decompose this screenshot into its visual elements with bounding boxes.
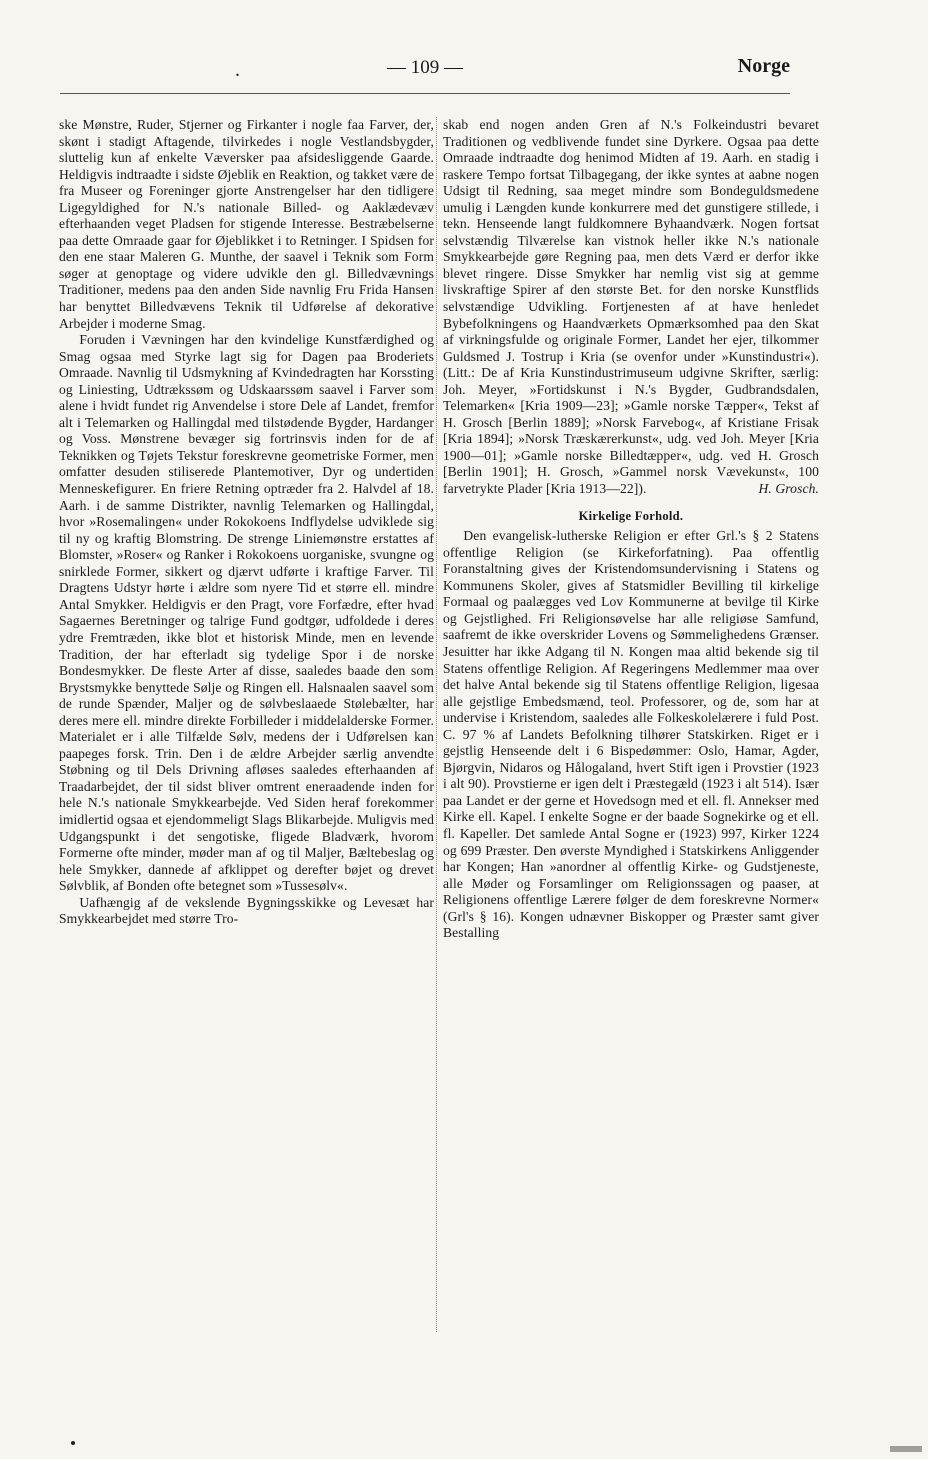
header-dot: . [235, 59, 240, 81]
left-paragraph-1: ske Mønstre, Ruder, Stjerner og Firkanter i nogle faa Farver, der, skønt i stadigt Aftagende, tilvirkedes i nogle Vestlandsbygder, sluttelig kun af enkelte Væversker paa afsidesliggende Gaarde. Heldigvis indtraadte i sidste Øjeblik en Reaktion, og takket være de fra Museer og Foreninger gjorte Anstrengelser har den tidligere Ligegyldighed for N.'s nationale Billed- og Aaklædevæv efterhaanden veget Pladsen for stigende Interesse. Bestræbelserne paa dette Omraade gaar for Øjeblikket i to Retninger. I Spidsen for den ene staar Maleren G. Munthe, der saavel i Teknik som Form søger at genoptage og videre udvikle den gl. Billedvævnings Traditioner, medens paa den anden Side navnlig Fru Frida Hansen har benyttet Billedvævens Teknik til Udførelse af dekorative Arbejder i moderne Smag. [59, 117, 434, 331]
scan-mark [890, 1446, 922, 1452]
page-number: — 109 — [387, 57, 463, 78]
left-paragraph-3: Uafhængig af de vekslende Bygningsskikke og Levesæt har Smykkearbejdet med større Tro- [59, 894, 434, 927]
right-paragraph-1-text: skab end nogen anden Gren af N.'s Folkeindustri bevaret Traditionen og vedblivende fundet sine Dyrkere. Ogsaa paa dette Omraade indtraadte dog henimod Midten af 19. Aarh. en stadig i raskere Tempo fortsat Tilbagegang, der ikke syntes at aabne nogen Udsigt til Redning, saa meget mindre som Bondeguldsmedene umulig i Længden kunde konkurrere med det gunstigere stillede, i tekn. Henseende langt fuldkomnere Byhaandværk. Nogen fortsat selvstændig Tilværelse kan vistnok heller ikke N.'s nationale Smykkearbejde gøre Regning paa, men dets Værd er derfor ikke blevet ringere. Disse Smykker har nemlig vist sig at gemme livskraftige Spirer af den største Bet. for den norske Kunstflids selvstændige Udvikling. Fortjenesten af at have henledet Bybefolkningens og Haandværkets Opmærksomhed paa den Skat af virkningsfulde og originale Former, Landet her ejer, tilkommer Guldsmed J. Tostrup i Kria (se ovenfor under »Kunstindustri«). (Litt.: De af Kria Kunstindustrimuseum udgivne Skrifter, særlig: Joh. Meyer, »Fortidskunst i N.'s Bygder, Gudbrandsdalen, Telemarken« [Kria 1909—23]; »Gamle norske Tæpper«, Tekst af H. Grosch [Berlin 1889]; »Norsk Farvebog«, af Kristiane Frisak [Kria 1894]; »Norsk Træskærerkunst«, udg. ved Joh. Meyer [Kria 1900—01]; »Gamle norske Billedtæpper«, udg. ved H. Grosch [Berlin 1901]; H. Grosch, »Gammel norsk Vævekunst«, 100 farvetrykte Plader [Kria 1913—22]). [443, 117, 819, 497]
left-column [59, 117, 434, 928]
section-heading: Kirkelige Forhold. [578, 508, 684, 523]
left-paragraph-2: Foruden i Vævningen har den kvindelige Kunstfærdighed og Smag ogsaa med Styrke lagt sig for Dagen paa Broderiets Omraade. Navnlig til Udsmykning af Kvindedragten har Korssting og Liniesting, Udtrækssøm og Udskaarssøm saavel i Farver som alene i hvidt fundet rig Anvendelse i store Dele af Landet, fremfor alt i Telemarken og Hallingdal med tilstødende Bygder, Hardanger og Voss. Mønstrene bevæger sig fortrinsvis inden for de af Teknikken og Tøjets Tekstur foreskrevne geometriske Former, men omfatter desuden stiliserede Plantemotiver, Dyr og undertiden Menneskefigurer. En friere Retning optræder fra 2. Halvdel af 18. Aarh. i de samme Distrikter, navnlig Telemarken og Hallingdal, hvor »Rosemalingen« under Rokokoens Indflydelse udviklede sig til ny og kraftig Blomstring. De strenge Liniemønstre erstattes af Blomster, »Roser« og Ranker i Rokokoens uorganiske, svungne og snirklede Former, sikkert og djærvt udførte i kraftige Farver. Til Dragtens Udstyr hørte i ældre som nyere Tid et større ell. mindre Antal Smykker. Heldigvis er den Pragt, vore Forfædre, efter hvad Sagaernes Beretninger og talrige Fund godtgør, udfoldede i deres ydre Fremtræden, ikke blot et historisk Minde, men en levende Tradition, der har efterladt sig tydelige Spor i de norske Bondesmykker. De fleste Arter af disse, saaledes baade den som Brystsmykke benyttede Sølje og Ringen ell. Halsnaalen saavel som de runde Spænder, Maljer og de sølvbeslaaede Stølebælter, har deres mere ell. mindre direkte Forbilleder i middelalderske Former. Materialet er i alle Tilfælde Sølv, medens der i Udførelsen kan paapeges forsk. Trin. Den i de ældre Arbejder særlig anvendte Støbning og til Dels Drivning afløses saaledes efterhaanden af Traadarbejdet, der til sidst bliver omtrent eneraadende inden for hele N.'s nationale Smykkearbejde. Ved Siden heraf forekommer imidlertid ogsaa et ejendommeligt Slags Blikarbejde. Muligvis med Udgangspunkt i det sengotiske, fligede Bladværk, hvorom Formerne ofte minder, møder man af og til Maljer, Bæltebeslag og hele Smykker, dannede af afklippet og derefter bøjet og drevet Sølvblik, af Bonden ofte betegnet som »Tussesølv«. [59, 332, 434, 894]
header-rule [60, 93, 790, 94]
right-paragraph-2: Den evangelisk-lutherske Religion er efter Grl.'s § 2 Statens offentlige Religion (se Kirkeforfatning). Paa offentlig Foranstaltning gives der Kristendomsundervisning i Statens og Kommunens Skoler, gives af Statsmidler Bevilling til kirkelige Formaal og paalægges ved Lov Kommunerne at bevilge til Kirke og Gejstlighed. Fri Religionsøvelse har alle religiøse Samfund, saafremt de ikke overskrider Lovens og Sømmelighedens Grænser. Jesuitter har ikke Adgang til N. Kongen maa altid bekende sig til Statens offentlige Religion. Af Regeringens Medlemmer maa over det halve Antal bekende sig til Statens offentlige Religion, ligesaa alle gejstlige Embedsmænd, teol. Professorer, og de, som har at undervise i Kristendom, saaledes alle Folkeskolelærere i fuld Post. C. 97 % af Landets Befolkning tilhører Statskirken. Riget er i gejstlig Henseende delt i 6 Bispedømmer: Oslo, Hamar, Agder, Bjørgvin, Nidaros og Hålogaland, hvert Stift igen i Provstier (1923 i alt 90). Provstierne er igen delt i Præstegæld (1923 i alt 514). Især paa Landet er der gerne et Hovedsogn med et ell. fl. Annekser med Kirke ell. Kapel. I enkelte Sogne er der baade Sognekirke og et ell. fl. Kapeller. Det samlede Antal Sogne er (1923) 997, Kirker 1224 og 699 Præster. Den øverste Myndighed i Statskirkens Anliggender har Kongen; Han »anordner al offentlig Kirke- og Gudstjeneste, alle Møder og Forsamlinger om Religionssagen og paaser, at Religionens offentlige Lærere følger de dem foreskrevne Normer« (Grl's § 16). Kongen udnævner Biskopper og Præster samt giver Bestalling [443, 528, 819, 941]
author-signature: H. Grosch. [758, 481, 819, 497]
running-title: Norge [737, 55, 790, 77]
right-paragraph-1 [443, 117, 819, 498]
margin-mark [71, 1441, 75, 1445]
page-header [60, 55, 790, 85]
right-column [443, 117, 819, 942]
column-divider [436, 117, 437, 1332]
